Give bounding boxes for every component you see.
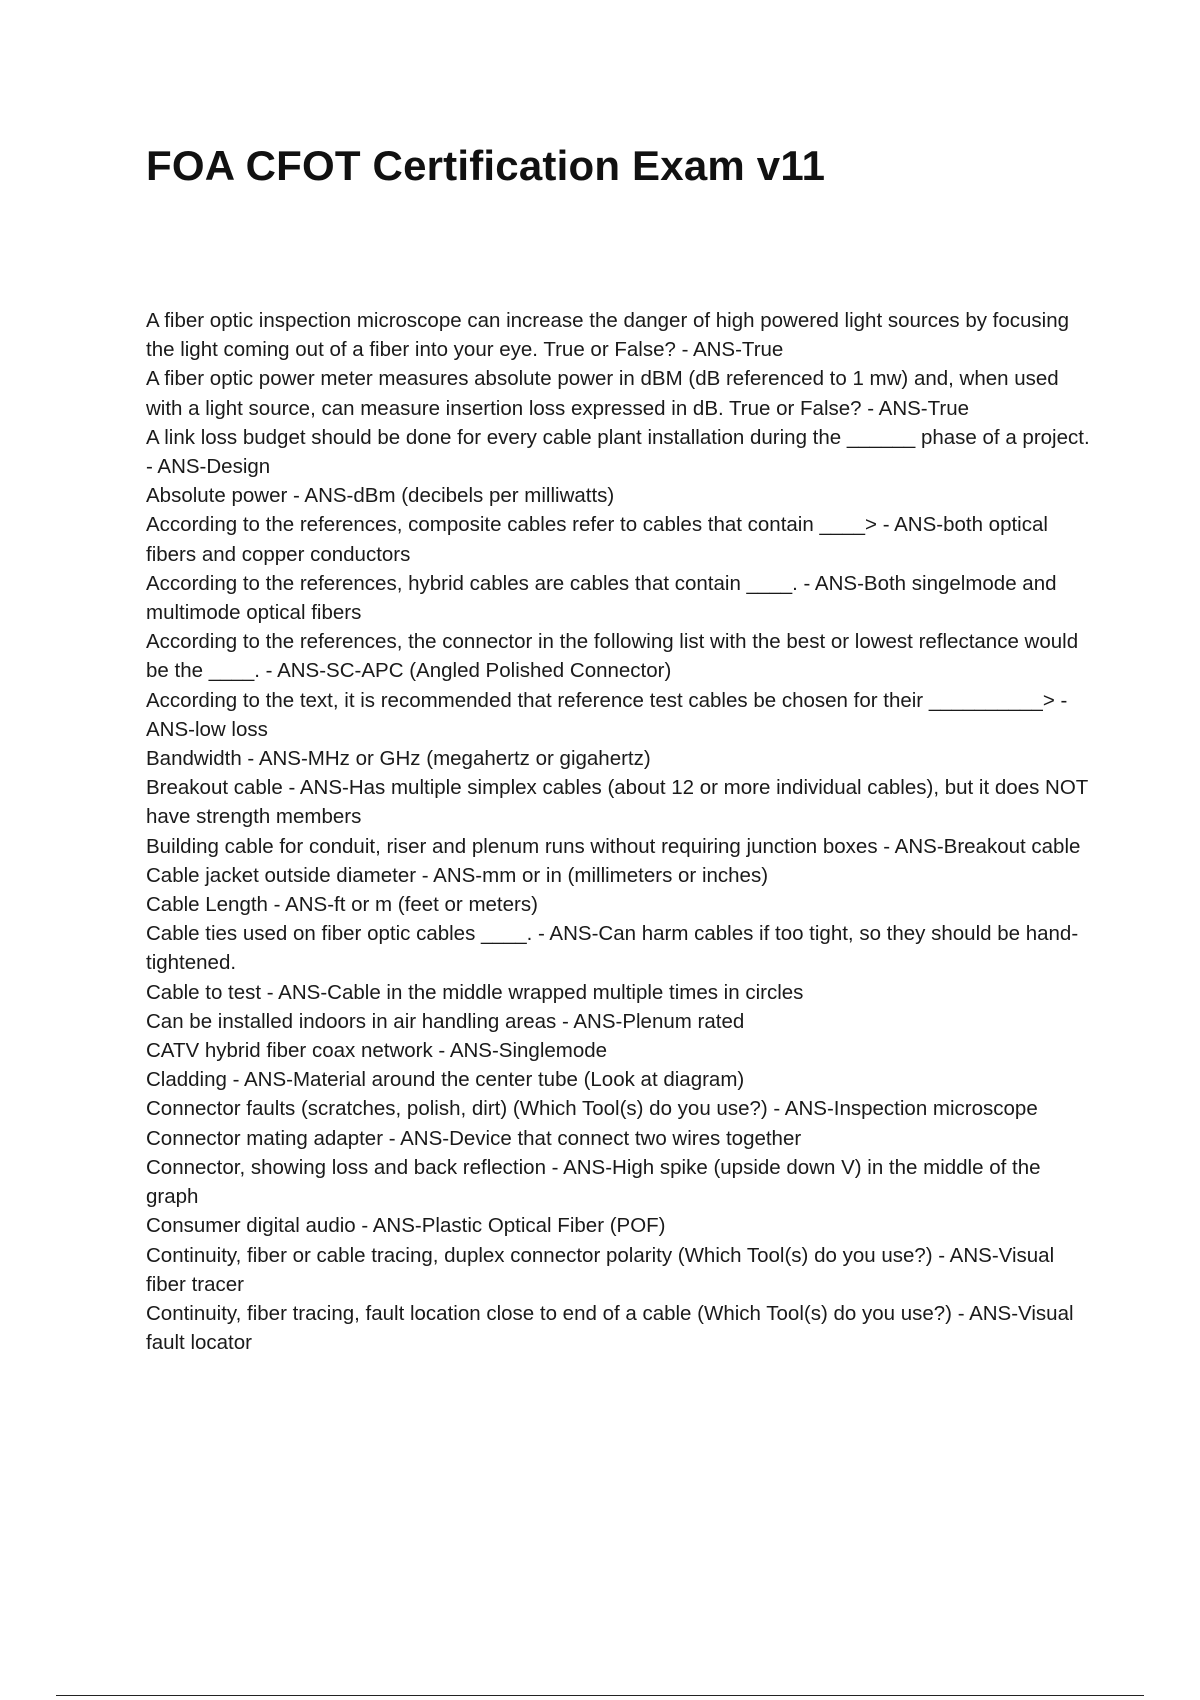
qa-item: Cable Length - ANS-ft or m (feet or meters)	[146, 893, 538, 917]
page-title: FOA CFOT Certification Exam v11	[146, 142, 826, 189]
qa-item: Building cable for conduit, riser and plenum runs without requiring junction boxes - ANS-Breakout cable	[146, 834, 1081, 858]
qa-item: According to the references, hybrid cables are cables that contain ____. - ANS-Both singelmode and multimode optical fibers	[146, 571, 1057, 625]
qa-item: CATV hybrid fiber coax network - ANS-Singlemode	[146, 1039, 608, 1063]
qa-item: According to the text, it is recommended that reference test cables be chosen for their __________> - ANS-low loss	[146, 688, 1068, 741]
qa-item: Can be installed indoors in air handling areas - ANS-Plenum rated	[146, 1009, 745, 1033]
qa-item: Connector mating adapter - ANS-Device that connect two wires together	[146, 1126, 802, 1150]
qa-item: A fiber optic inspection microscope can increase the danger of high powered light sources by focusing the light coming out of a fiber into your eye. True or False? - ANS-True	[146, 309, 1070, 362]
qa-item: According to the references, composite cables refer to cables that contain ____> - ANS-both optical fibers and copper conductors	[146, 513, 1048, 566]
qa-item: Cable jacket outside diameter - ANS-mm or in (millimeters or inches)	[146, 863, 769, 887]
qa-item: Breakout cable - ANS-Has multiple simplex cables (about 12 or more individual cables), but it does NOT have strength members	[146, 776, 1088, 829]
qa-item: Cable ties used on fiber optic cables ____. - ANS-Can harm cables if too tight, so they should be hand-tightened.	[146, 922, 1079, 975]
qa-item: Absolute power - ANS-dBm (decibels per milliwatts)	[146, 484, 615, 508]
qa-item: Cable to test - ANS-Cable in the middle wrapped multiple times in circles	[146, 980, 804, 1004]
qa-item: A fiber optic power meter measures absolute power in dBM (dB referenced to 1 mw) and, when used with a light source, can measure insertion loss expressed in dB. True or False? - ANS-True	[146, 367, 1059, 420]
qa-item: Continuity, fiber tracing, fault location close to end of a cable (Which Tool(s) do you use?) - ANS-Visual fault locator	[146, 1301, 1074, 1355]
qa-item: Consumer digital audio - ANS-Plastic Optical Fiber (POF)	[146, 1214, 666, 1238]
qa-item: Cladding - ANS-Material around the center tube (Look at diagram)	[146, 1068, 745, 1092]
qa-item: According to the references, the connector in the following list with the best or lowest reflectance would be the ____. - ANS-SC-APC (Angled Polished Connector)	[146, 630, 1079, 683]
qa-item: Connector faults (scratches, polish, dirt) (Which Tool(s) do you use?) - ANS-Inspection microscope	[146, 1097, 1038, 1121]
footer-divider	[56, 1695, 1144, 1696]
qa-item: Bandwidth - ANS-MHz or GHz (megahertz or gigahertz)	[146, 747, 651, 771]
qa-item: A link loss budget should be done for every cable plant installation during the ______ phase of a project. - ANS-Design	[146, 425, 1090, 479]
qa-item: Continuity, fiber or cable tracing, duplex connector polarity (Which Tool(s) do you use?) - ANS-Visual fiber tracer	[146, 1243, 1055, 1296]
qa-list	[146, 306, 1091, 1357]
qa-item: Connector, showing loss and back reflection - ANS-High spike (upside down V) in the middle of the graph	[146, 1155, 1041, 1209]
